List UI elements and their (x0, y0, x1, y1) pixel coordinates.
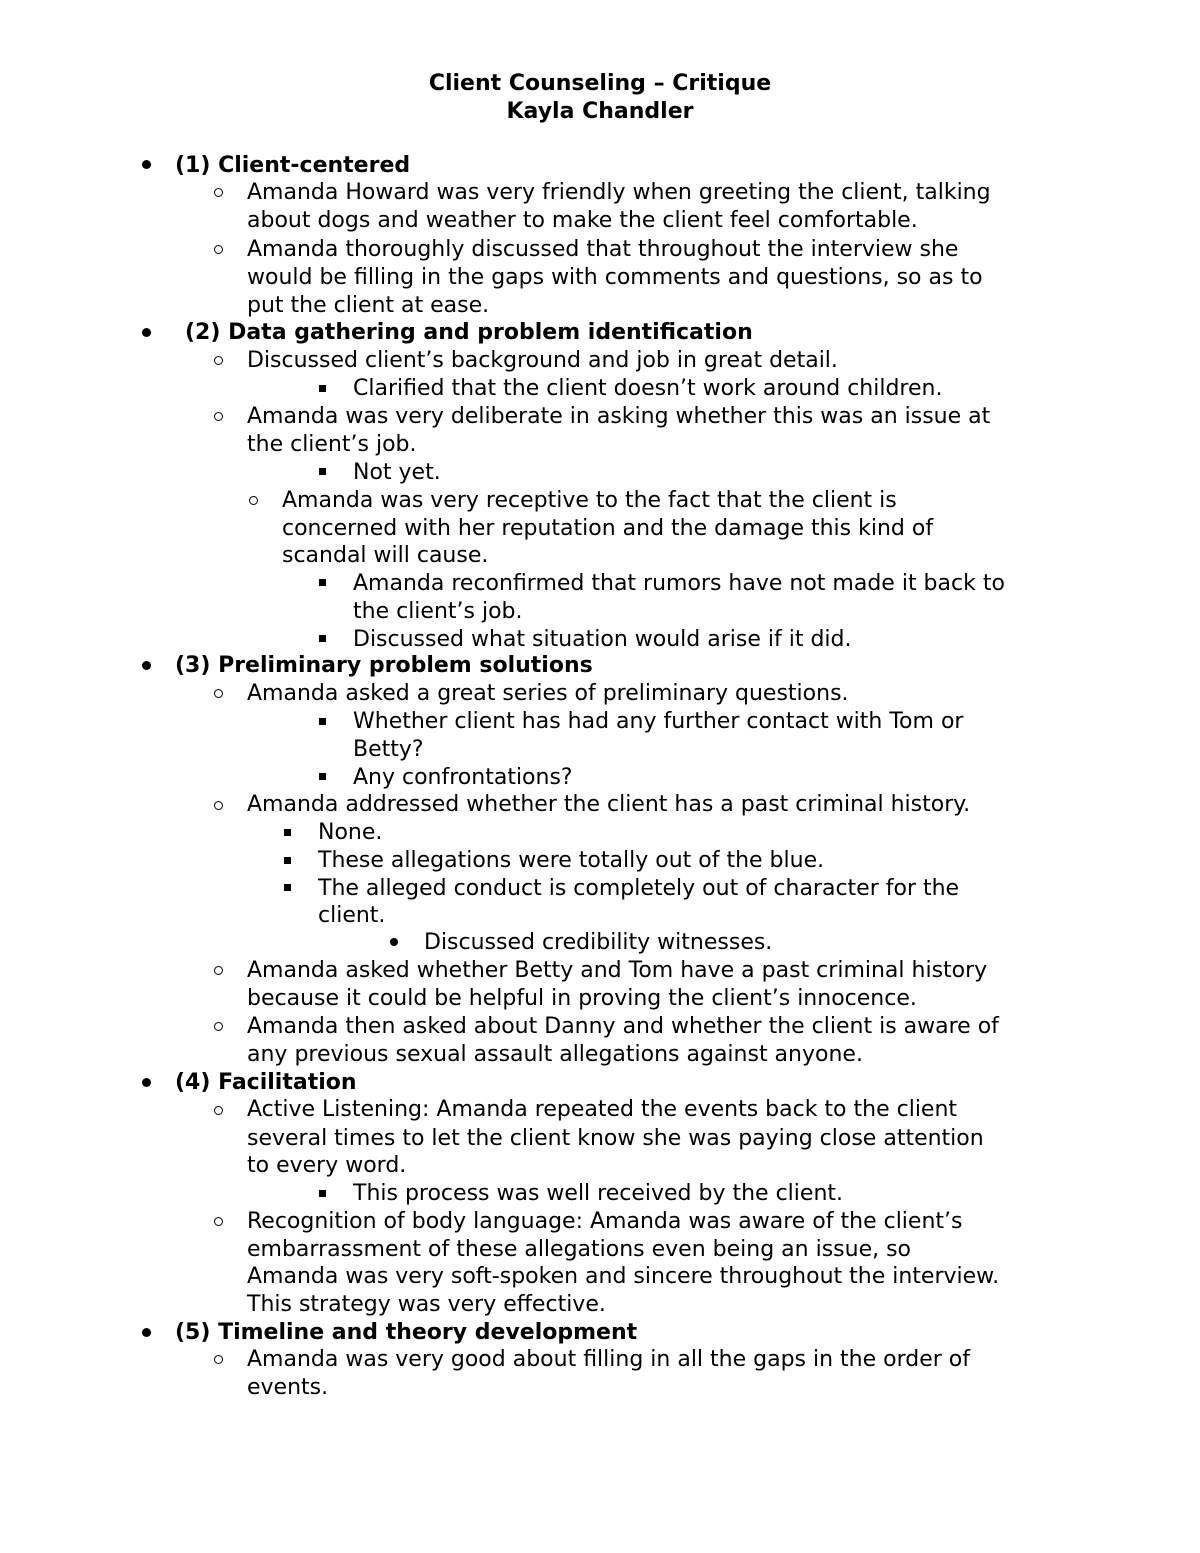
list-item-line: Amanda asked a great series of preliminary questions. (247, 681, 849, 706)
list-item-line: Amanda thoroughly discussed that throughout the interview she (247, 237, 959, 262)
list-item-line: Amanda was very receptive to the fact that the client is (282, 488, 897, 513)
bullet-circle-icon (214, 1355, 223, 1364)
bullet-disc-icon (390, 938, 398, 946)
sub-item-line: Betty? (353, 737, 424, 762)
bullet-disc-icon (142, 328, 151, 337)
list-item-line: Recognition of body language: Amanda was aware of the client’s (247, 1209, 963, 1234)
bullet-square-icon (319, 385, 326, 392)
list-item-line: Amanda was very deliberate in asking whether this was an issue at (247, 404, 991, 429)
bullet-disc-icon (142, 1328, 151, 1337)
sub-item-line: Whether client has had any further contact with Tom or (353, 709, 964, 734)
sub-item-line: Amanda reconfirmed that rumors have not made it back to (353, 571, 1005, 596)
section-heading: (5) Timeline and theory development (175, 1320, 638, 1345)
list-item-line: because it could be helpful in proving the client’s innocence. (247, 986, 917, 1011)
bullet-square-icon (284, 857, 291, 864)
list-item-line: scandal will cause. (282, 543, 489, 568)
bullet-circle-icon (214, 1106, 223, 1115)
bullet-square-icon (319, 635, 326, 642)
list-item-line: Amanda asked whether Betty and Tom have a past criminal history (247, 958, 988, 983)
bullet-square-icon (319, 1190, 326, 1197)
list-item-line: the client’s job. (247, 432, 417, 457)
list-item-line: Active Listening: Amanda repeated the events back to the client (247, 1097, 958, 1122)
bullet-circle-icon (249, 496, 258, 505)
bullet-disc-icon (142, 1078, 151, 1087)
sub-item-line: Not yet. (353, 460, 441, 485)
list-item-line: events. (247, 1375, 329, 1400)
bullet-square-icon (319, 579, 326, 586)
list-item-line: Amanda was very soft-spoken and sincere throughout the interview. (247, 1264, 1000, 1289)
bullet-circle-icon (214, 689, 223, 698)
document-title: Client Counseling – Critique (428, 71, 772, 96)
list-item-line: several times to let the client know she was paying close attention (247, 1126, 984, 1151)
document-author: Kayla Chandler (506, 99, 694, 124)
sub-sub-item-line: Discussed credibility witnesses. (424, 930, 773, 955)
bullet-square-icon (284, 829, 291, 836)
section-heading: (3) Preliminary problem solutions (175, 653, 593, 678)
section-heading: (4) Facilitation (175, 1070, 357, 1095)
bullet-circle-icon (214, 356, 223, 365)
list-item-line: This strategy was very effective. (247, 1292, 606, 1317)
list-item-line: concerned with her reputation and the damage this kind of (282, 516, 934, 541)
sub-item-line: Clarified that the client doesn’t work around children. (353, 376, 943, 401)
sub-item-line: the client’s job. (353, 599, 523, 624)
bullet-circle-icon (214, 245, 223, 254)
list-item-line: Amanda addressed whether the client has a past criminal history. (247, 792, 971, 817)
bullet-square-icon (319, 468, 326, 475)
list-item-line: Amanda then asked about Danny and whether the client is aware of (247, 1014, 999, 1039)
list-item-line: to every word. (247, 1153, 407, 1178)
bullet-circle-icon (214, 188, 223, 197)
sub-item-line: client. (318, 903, 386, 928)
list-item-line: any previous sexual assault allegations against anyone. (247, 1042, 863, 1067)
sub-item-line: Discussed what situation would arise if it did. (353, 627, 852, 652)
sub-item-line: These allegations were totally out of the blue. (318, 848, 825, 873)
section-heading: (1) Client-centered (175, 153, 411, 178)
list-item-line: about dogs and weather to make the client feel comfortable. (247, 208, 918, 233)
bullet-square-icon (319, 718, 326, 725)
list-item-line: would be filling in the gaps with comments and questions, so as to (247, 265, 983, 290)
list-item-line: Discussed client’s background and job in great detail. (247, 348, 838, 373)
list-item-line: Amanda was very good about filling in all the gaps in the order of (247, 1347, 971, 1372)
bullet-square-icon (319, 773, 326, 780)
sub-item-line: None. (318, 820, 383, 845)
bullet-disc-icon (142, 160, 151, 169)
bullet-circle-icon (214, 1217, 223, 1226)
bullet-square-icon (284, 884, 291, 891)
list-item-line: embarrassment of these allegations even being an issue, so (247, 1237, 912, 1262)
bullet-circle-icon (214, 801, 223, 810)
bullet-circle-icon (214, 1022, 223, 1031)
sub-item-line: Any confrontations? (353, 765, 573, 790)
sub-item-line: This process was well received by the client. (353, 1181, 844, 1206)
section-heading: (2) Data gathering and problem identification (185, 320, 753, 345)
sub-item-line: The alleged conduct is completely out of character for the (318, 876, 960, 901)
bullet-disc-icon (142, 661, 151, 670)
bullet-circle-icon (214, 966, 223, 975)
bullet-circle-icon (214, 412, 223, 421)
list-item-line: Amanda Howard was very friendly when greeting the client, talking (247, 180, 991, 205)
list-item-line: put the client at ease. (247, 293, 490, 318)
